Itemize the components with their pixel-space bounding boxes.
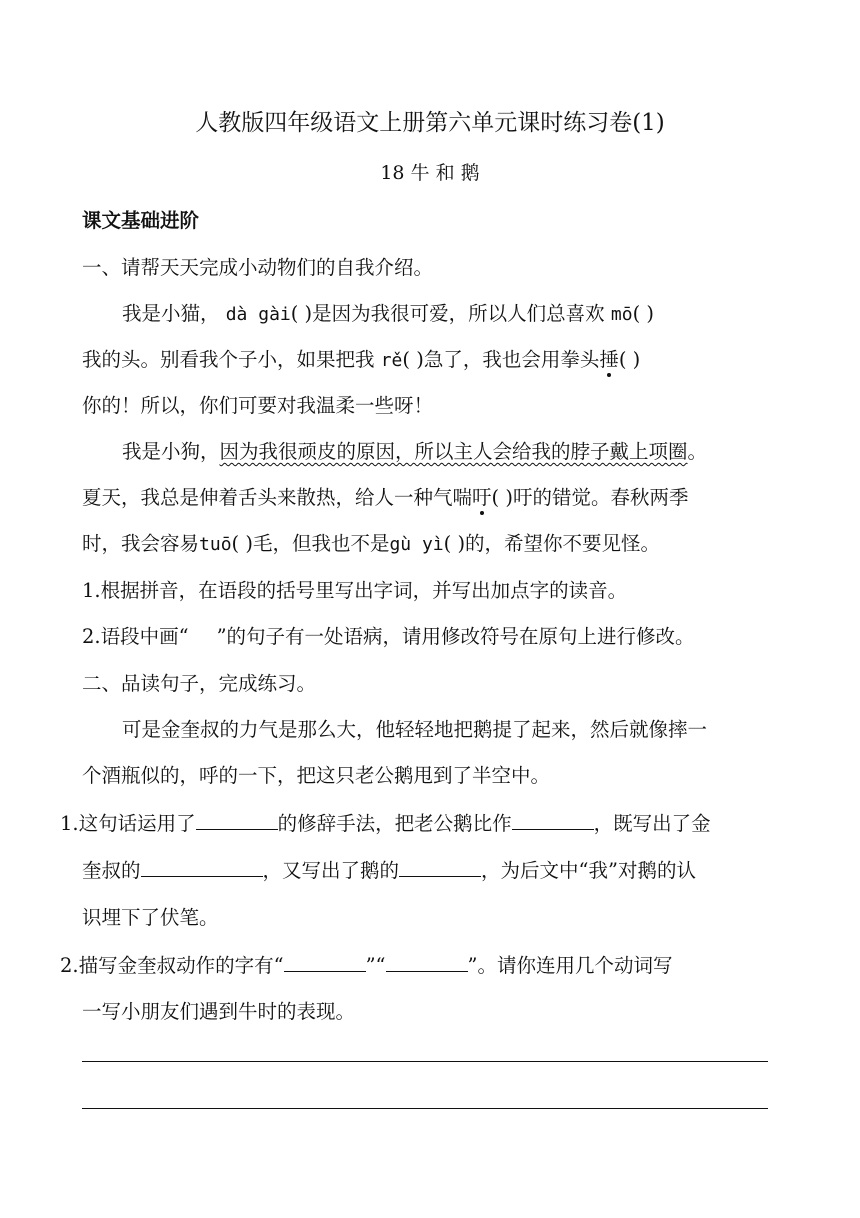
text-segment: 时，我会容易 — [82, 532, 200, 555]
text-segment: ，又写出了鹅的 — [262, 859, 400, 882]
page-title: 人教版四年级语文上册第六单元课时练习卷(1) — [195, 110, 665, 136]
pinyin-dagai: dà gài — [225, 304, 291, 325]
part2-question-1-line-1 — [60, 808, 711, 836]
answer-blank-tuo[interactable]: ( )毛，但我也不是 — [231, 532, 390, 555]
answer-blank-verb-2[interactable] — [386, 952, 468, 973]
pinyin-guyi: gù yì — [389, 534, 444, 555]
cat-para-line-1 — [122, 298, 654, 326]
writing-line-2[interactable] — [82, 1108, 768, 1109]
answer-blank-goose-trait[interactable] — [399, 857, 481, 878]
dotted-char-xu: 吁 — [472, 482, 492, 510]
part2-question-1-line-2 — [82, 855, 696, 883]
part2-heading: 二、品读句子，完成练习。 — [82, 672, 317, 695]
passage-line-1: 可是金奎叔的力气是那么大，他轻轻地把鹅提了起来，然后就像摔一 — [122, 718, 708, 741]
pinyin-re: rě — [380, 350, 403, 371]
cat-para-line-2 — [82, 344, 640, 372]
dotted-char-chui: 捶 — [599, 344, 619, 372]
answer-blank-chui[interactable]: ( ) — [618, 348, 641, 371]
answer-blank-rhetoric[interactable] — [196, 810, 278, 831]
text-segment: ，为后文中“我”对鹅的认 — [481, 859, 696, 882]
wavy-underlined-sentence: 因为我很顽皮的原因，所以主人会给我的脖子戴上项圈 — [219, 440, 688, 463]
text-segment: 我是小猫， — [122, 302, 220, 325]
answer-blank-uncle-trait[interactable] — [141, 857, 263, 878]
answer-blank-verb-1[interactable] — [284, 952, 366, 973]
answer-blank-dagai[interactable]: ( )是因为我很可爱，所以人们总喜欢 — [290, 302, 605, 325]
answer-blank-guyi[interactable]: ( )的，希望你不要见怪。 — [443, 532, 661, 555]
text-segment: 1.这句话运用了 — [60, 812, 196, 835]
answer-blank-re[interactable]: ( )急了，我也会用拳头 — [402, 348, 600, 371]
text-segment: 2.语段中画“ — [82, 625, 189, 648]
text-segment: 我是小狗， — [122, 440, 220, 463]
text-segment: 奎叔的 — [82, 859, 141, 882]
part1-heading: 一、请帮天天完成小动物们的自我介绍。 — [82, 256, 434, 279]
text-segment: ，既写出了金 — [593, 812, 711, 835]
part2-question-1-line-3: 识埋下了伏笔。 — [82, 906, 219, 929]
text-segment: ”“ — [365, 954, 386, 977]
passage-line-2: 个酒瓶似的，呼的一下，把这只老公鹅甩到了半空中。 — [82, 764, 551, 787]
text-segment: 2.描写金奎叔动作的字有“ — [60, 954, 284, 977]
pinyin-tuo: tuō — [199, 534, 232, 555]
text-segment: 我的头。别看我个子小，如果把我 — [82, 348, 375, 371]
part1-question-1: 1.根据拼音，在语段的括号里写出字词，并写出加点字的读音。 — [82, 579, 628, 602]
part1-question-2 — [82, 621, 695, 649]
cat-para-line-3: 你的！所以，你们可要对我温柔一些呀！ — [82, 394, 434, 417]
text-segment: ”的句子有一处语病，请用修改符号在原句上进行修改。 — [216, 625, 695, 648]
section-heading: 课文基础进阶 — [82, 209, 200, 232]
text-segment: 。 — [687, 440, 708, 463]
text-segment: ”。请你连用几个动词写 — [467, 954, 673, 977]
answer-blank-xu[interactable]: ( )吁的错觉。春秋两季 — [491, 486, 689, 509]
answer-blank-compared-to[interactable] — [512, 810, 594, 831]
dog-para-line-3 — [82, 528, 660, 556]
text-segment: 的修辞手法，把老公鹅比作 — [277, 812, 512, 835]
answer-blank-mo[interactable]: ( ) — [632, 302, 654, 325]
part2-question-2-line-1 — [60, 950, 673, 978]
text-segment: 夏天，我总是伸着舌头来散热，给人一种气喘 — [82, 486, 473, 509]
writing-line-1[interactable] — [82, 1061, 768, 1062]
dog-para-line-1 — [122, 436, 707, 464]
part2-question-2-line-2: 一写小朋友们遇到牛时的表现。 — [82, 1000, 356, 1023]
wavy-line-symbol — [189, 624, 217, 644]
pinyin-mo: mō — [610, 304, 633, 325]
lesson-title: 18 牛 和 鹅 — [380, 162, 480, 184]
dog-para-line-2 — [82, 482, 688, 510]
